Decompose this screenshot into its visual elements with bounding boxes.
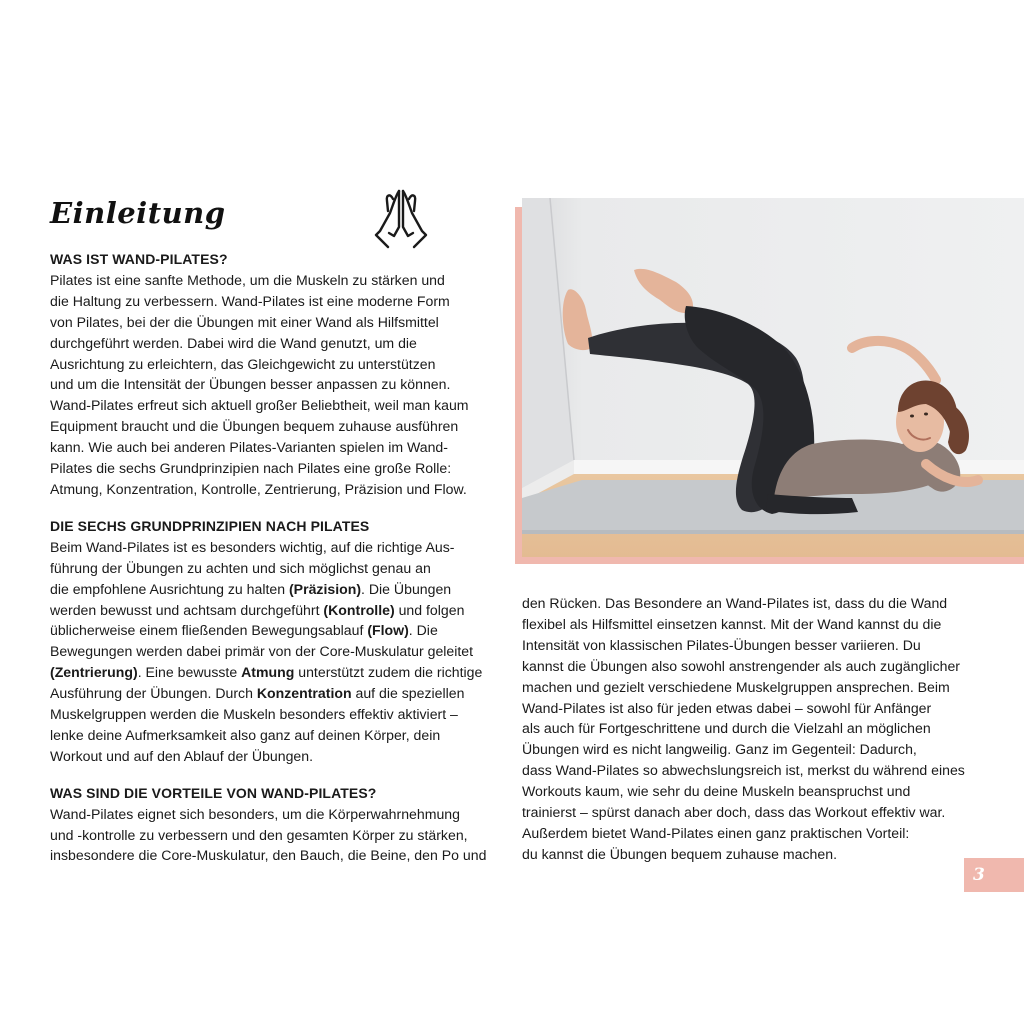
text-line: führung der Übungen zu achten und sich möglichst genau an bbox=[50, 559, 431, 576]
paragraph-benefits-continued bbox=[522, 593, 982, 865]
text-line: Workout und auf den Ablauf der Übungen. bbox=[50, 747, 314, 764]
page-number-badge bbox=[964, 858, 1024, 892]
text-line: werden bewusst und achtsam durchgeführt bbox=[50, 601, 324, 618]
text-line: und um die Intensität der Übungen besser anpassen zu können. bbox=[50, 376, 451, 393]
term-praezision: (Präzision) bbox=[288, 580, 362, 597]
text-line: Wand-Pilates ist also für jeden etwas dabei – sowohl für Anfänger bbox=[522, 699, 932, 716]
text-line: Wand-Pilates erfreut sich aktuell großer Beliebtheit, weil man kaum bbox=[50, 397, 469, 414]
term-kontrolle: (Kontrolle) bbox=[323, 601, 395, 618]
text-line: Workouts kaum, wie sehr du deine Muskeln beanspruchst und bbox=[522, 783, 911, 800]
term-flow: (Flow) bbox=[367, 622, 409, 639]
paragraph-principles bbox=[50, 537, 506, 767]
text-line: durchgeführt werden. Dabei wird die Wand genutzt, um die bbox=[50, 334, 417, 351]
text-line: . Eine bewusste bbox=[137, 664, 242, 681]
text-line: Muskelgruppen werden die Muskeln besonders effektiv aktiviert – bbox=[50, 706, 458, 723]
text-line: insbesondere die Core-Muskulatur, den Bauch, die Beine, den Po und bbox=[50, 847, 487, 864]
text-line: . Die bbox=[408, 622, 438, 639]
pilates-photo bbox=[522, 198, 1024, 557]
text-line: unterstützt zudem die richtige bbox=[294, 664, 483, 681]
page-number: 3 bbox=[973, 865, 985, 885]
text-line: Pilates ist eine sanfte Methode, um die Muskeln zu stärken und bbox=[50, 271, 445, 288]
text-line: die Haltung zu verbessern. Wand-Pilates ist eine moderne Form bbox=[50, 292, 450, 309]
text-line: du kannst die Übungen bequem zuhause machen. bbox=[522, 845, 837, 862]
text-line: den Rücken. Das Besondere an Wand-Pilates ist, dass du die Wand bbox=[522, 595, 948, 611]
section-title-benefits: WAS SIND DIE VORTEILE VON WAND-PILATES? bbox=[50, 784, 377, 801]
paragraph-benefits bbox=[50, 804, 506, 867]
text-line: Außerdem bietet Wand-Pilates einen ganz praktischen Vorteil: bbox=[522, 824, 910, 841]
text-line: trainierst – spürst danach aber doch, dass das Workout effektiv war. bbox=[522, 804, 946, 821]
text-line: die empfohlene Ausrichtung zu halten bbox=[50, 580, 289, 597]
praying-hands-icon bbox=[372, 183, 430, 251]
text-line: Equipment braucht und die Übungen bequem zuhause ausführen bbox=[50, 418, 459, 435]
text-line: und folgen bbox=[394, 601, 465, 618]
term-atmung: Atmung bbox=[241, 664, 295, 681]
text-line: Intensität von klassischen Pilates-Übungen besser variieren. Du bbox=[522, 636, 921, 653]
text-line: Atmung, Konzentration, Kontrolle, Zentrierung, Präzision und Flow. bbox=[50, 480, 467, 497]
text-line: . Die Übungen bbox=[361, 580, 452, 597]
text-line: üblicherweise einem fließenden Bewegungsablauf bbox=[50, 622, 368, 639]
text-line: flexibel als Hilfsmittel einsetzen kannst. Mit der Wand kannst du die bbox=[522, 615, 942, 632]
text-line: lenke deine Aufmerksamkeit also ganz auf deinen Körper, dein bbox=[50, 726, 441, 743]
term-konzentration: Konzentration bbox=[256, 685, 352, 702]
text-line: auf die speziellen bbox=[351, 685, 465, 702]
paragraph-what-is bbox=[50, 270, 506, 500]
text-line: kann. Wie auch bei anderen Pilates-Varianten spielen im Wand- bbox=[50, 439, 448, 456]
left-column bbox=[50, 249, 506, 866]
section-title-what-is: WAS IST WAND-PILATES? bbox=[50, 251, 228, 267]
text-line: machen und gezielt verschiedene Muskelgruppen ansprechen. Beim bbox=[522, 678, 950, 695]
text-line: Ausführung der Übungen. Durch bbox=[50, 685, 257, 702]
text-line: Bewegungen werden dabei primär von der Core-Muskulatur geleitet bbox=[50, 643, 474, 660]
text-line: als auch für Fortgeschrittene und durch die Vielzahl an möglichen bbox=[522, 720, 931, 737]
text-line: dass Wand-Pilates so abwechslungsreich ist, merkst du während eines bbox=[522, 762, 965, 779]
text-line: und -kontrolle zu verbessern und den gesamten Körper zu stärken, bbox=[50, 826, 468, 843]
right-column bbox=[522, 593, 982, 865]
text-line: kannst die Übungen also sowohl anstrengender als auch zugänglicher bbox=[522, 657, 960, 674]
text-line: Übungen wird es nicht langweilig. Ganz im Gegenteil: Dadurch, bbox=[522, 741, 917, 758]
text-line: Ausrichtung zu erleichtern, das Gleichgewicht zu unterstützen bbox=[50, 355, 436, 372]
term-zentrierung: (Zentrierung) bbox=[50, 664, 138, 681]
text-line: von Pilates, bei der die Übungen mit einer Wand als Hilfsmittel bbox=[50, 313, 439, 330]
text-line: Wand-Pilates eignet sich besonders, um die Körperwahrnehmung bbox=[50, 805, 460, 822]
section-heading: Einleitung bbox=[50, 196, 226, 230]
text-line: Beim Wand-Pilates ist es besonders wichtig, auf die richtige Aus- bbox=[50, 538, 455, 555]
section-title-principles: DIE SECHS GRUNDPRINZIPIEN NACH PILATES bbox=[50, 517, 370, 534]
text-line: Pilates die sechs Grundprinzipien nach Pilates eine große Rolle: bbox=[50, 460, 452, 477]
